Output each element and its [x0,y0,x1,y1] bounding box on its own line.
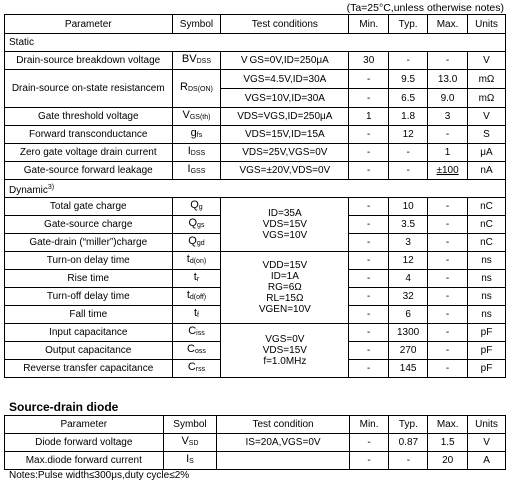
symbol-qg: Qg [172,198,221,216]
unit-qgd: nC [468,234,506,252]
min-qgd: - [349,234,389,252]
test-idss: VDS=25V,VGS=0V [221,144,349,162]
unit-qgs: nC [468,216,506,234]
max-qg: - [428,198,468,216]
typ-vgsth: 1.8 [389,108,428,126]
unit-tdon: ns [468,252,506,270]
max-igss: ±100 [428,162,468,180]
table-row [5,252,506,270]
min-ciss: - [349,324,389,342]
max-bvdss: - [428,52,468,70]
min-is: - [349,452,389,470]
test-charge: ID=35A VDS=15V VGS=10V [221,198,349,252]
param-tdon: Turn-on delay time [5,252,173,270]
section-static: Static [5,34,506,52]
symbol-ciss: Ciss [172,324,221,342]
header-symbol: Symbol [172,15,221,34]
test-igss: VGS=±20V,VDS=0V [221,162,349,180]
test-rdson-1: VGS=4.5V,ID=30A [221,70,349,89]
min-qgs: - [349,216,389,234]
typ-qgd: 3 [389,234,428,252]
table-row [5,198,506,216]
typ-vsd: 0.87 [389,434,428,452]
param-gfs: Forward transconductance [5,126,173,144]
param-rdson: Drain-source on-state resistancem [5,70,173,108]
symbol-is: IS [163,452,217,470]
table-row [5,324,506,342]
param-crss: Reverse transfer capacitance [5,360,173,378]
unit-crss: pF [468,360,506,378]
min-rdson-2: - [349,89,389,108]
max-tdoff: - [428,288,468,306]
unit-ciss: pF [468,324,506,342]
header-typ: Typ. [389,15,428,34]
typ-qg: 10 [389,198,428,216]
table-row [5,162,506,180]
typ-crss: 145 [389,360,428,378]
param-tf: Fall time [5,306,173,324]
max-vgsth: 3 [428,108,468,126]
typ-rdson-1: 9.5 [389,70,428,89]
symbol-rdson: RDS(ON) [172,70,221,108]
header-units: Units [468,15,506,34]
typ-tdon: 12 [389,252,428,270]
max-idss: 1 [428,144,468,162]
table-row [5,434,506,452]
typ-rdson-2: 6.5 [389,89,428,108]
min-tr: - [349,270,389,288]
max-ciss: - [428,324,468,342]
max-rdson-2: 9.0 [428,89,468,108]
unit-rdson-1: mΩ [468,70,506,89]
test-capacitance: VGS=0V VDS=15V f=1.0MHz [221,324,349,378]
typ-bvdss: - [389,52,428,70]
unit-coss: pF [468,342,506,360]
unit-tr: ns [468,270,506,288]
table-row [5,452,506,470]
param-idss: Zero gate voltage drain current [5,144,173,162]
unit-qg: nC [468,198,506,216]
symbol-tdon: td(on) [172,252,221,270]
min-coss: - [349,342,389,360]
symbol-crss: Crss [172,360,221,378]
param-tr: Rise time [5,270,173,288]
max-tdon: - [428,252,468,270]
param-qgd: Gate-drain (“miller”)charge [5,234,173,252]
header-min: Min. [349,15,389,34]
param-ciss: Input capacitance [5,324,173,342]
min-bvdss: 30 [349,52,389,70]
table-header-row [5,15,506,34]
table-row [5,108,506,126]
typ-is: - [389,452,428,470]
unit-bvdss: V [468,52,506,70]
table-row [5,52,506,70]
param-igss: Gate-source forward leakage [5,162,173,180]
test-vsd: IS=20A,VGS=0V [217,434,349,452]
min-igss: - [349,162,389,180]
symbol-igss: IGSS [172,162,221,180]
symbol-gfs: gfs [172,126,221,144]
min-rdson-1: - [349,70,389,89]
typ-ciss: 1300 [389,324,428,342]
max-qgd: - [428,234,468,252]
typ-idss: - [389,144,428,162]
table-row [5,144,506,162]
param-tdoff: Turn-off delay time [5,288,173,306]
min-tf: - [349,306,389,324]
test-gfs: VDS=15V,ID=15A [221,126,349,144]
typ-gfs: 12 [389,126,428,144]
header-max: Max. [428,15,468,34]
unit-vgsth: V [468,108,506,126]
symbol-coss: Coss [172,342,221,360]
section-row-dynamic [5,180,506,198]
min-tdoff: - [349,288,389,306]
param-bvdss: Drain-source breakdown voltage [5,52,173,70]
symbol-tdoff: td(off) [172,288,221,306]
param-vsd: Diode forward voltage [5,434,164,452]
sd-header-typ: Typ. [389,416,428,434]
unit-tf: ns [468,306,506,324]
unit-rdson-2: mΩ [468,89,506,108]
param-qg: Total gate charge [5,198,173,216]
header-test-conditions: Test conditions [221,15,349,34]
min-gfs: - [349,126,389,144]
min-qg: - [349,198,389,216]
test-vgsth: VDS=VGS,ID=250μA [221,108,349,126]
sd-header-test: Test condition [217,416,349,434]
symbol-bvdss: BVDSS [172,52,221,70]
section-row-static [5,34,506,52]
electrical-characteristics-table [4,14,506,378]
table-row [5,126,506,144]
max-tr: - [428,270,468,288]
symbol-vsd: VSD [163,434,217,452]
min-crss: - [349,360,389,378]
max-rdson-1: 13.0 [428,70,468,89]
max-qgs: - [428,216,468,234]
symbol-qgs: Qgs [172,216,221,234]
min-vgsth: 1 [349,108,389,126]
test-is [217,452,349,470]
param-is: Max.diode forward current [5,452,164,470]
sd-header-parameter: Parameter [5,416,164,434]
max-vsd: 1.5 [428,434,468,452]
symbol-tr: tr [172,270,221,288]
source-drain-title: Source-drain diode [9,400,119,414]
unit-is: A [468,452,506,470]
max-tf: - [428,306,468,324]
typ-qgs: 3.5 [389,216,428,234]
unit-vsd: V [468,434,506,452]
symbol-tf: tf [172,306,221,324]
typ-tf: 6 [389,306,428,324]
param-vgsth: Gate threshold voltage [5,108,173,126]
max-gfs: - [428,126,468,144]
max-coss: - [428,342,468,360]
unit-gfs: S [468,126,506,144]
param-qgs: Gate-source charge [5,216,173,234]
typ-tr: 4 [389,270,428,288]
unit-igss: nA [468,162,506,180]
unit-tdoff: ns [468,288,506,306]
min-tdon: - [349,252,389,270]
symbol-vgsth: VGS(th) [172,108,221,126]
table-header-row [5,416,506,434]
test-bvdss: V GS=0V,ID=250μA [221,52,349,70]
typ-igss: - [389,162,428,180]
table-row [5,70,506,89]
symbol-idss: IDSS [172,144,221,162]
param-coss: Output capacitance [5,342,173,360]
unit-idss: μA [468,144,506,162]
sd-header-min: Min. [349,416,389,434]
max-crss: - [428,360,468,378]
sd-header-units: Units [468,416,506,434]
condition-note: (Ta=25°C,unless otherwise notes) [346,2,504,14]
source-drain-table [4,415,506,470]
test-rdson-2: VGS=10V,ID=30A [221,89,349,108]
test-switching: VDD=15V ID=1A RG=6Ω RL=15Ω VGEN=10V [221,252,349,324]
typ-tdoff: 32 [389,288,428,306]
header-parameter: Parameter [5,15,173,34]
notes: Notes:Pulse width≤300μs,duty cycle≤2% [9,470,190,481]
max-is: 20 [428,452,468,470]
sd-header-symbol: Symbol [163,416,217,434]
section-dynamic: Dynamic$^{3)}$ [5,180,506,198]
sd-header-max: Max. [428,416,468,434]
min-idss: - [349,144,389,162]
min-vsd: - [349,434,389,452]
symbol-qgd: Qgd [172,234,221,252]
typ-coss: 270 [389,342,428,360]
